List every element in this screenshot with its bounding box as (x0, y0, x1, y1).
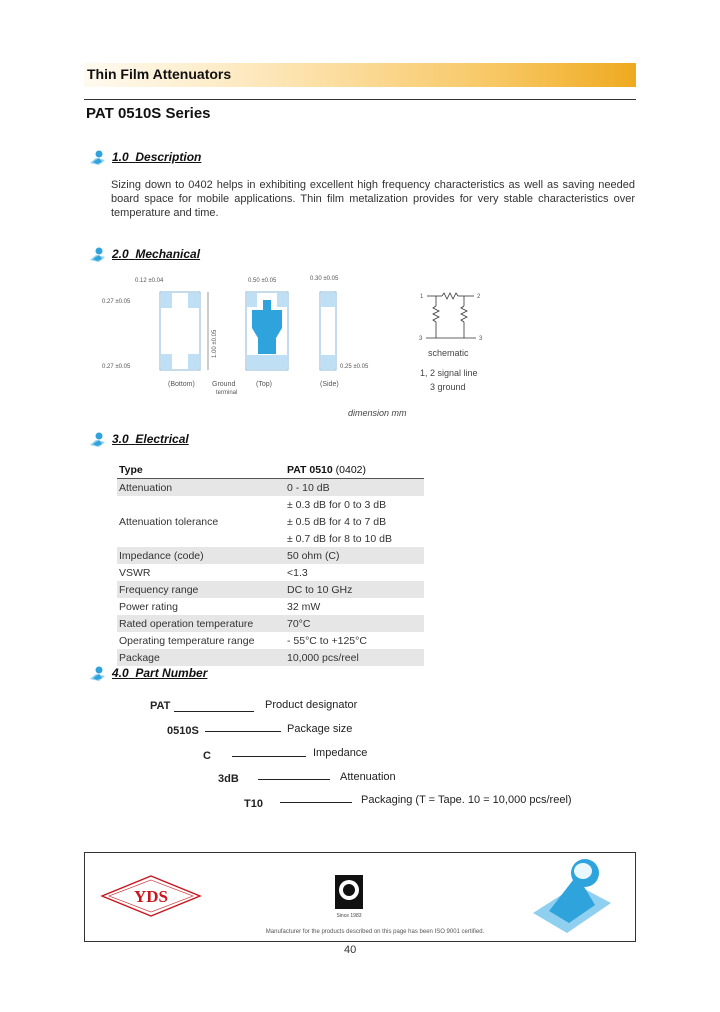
person-icon (88, 432, 106, 448)
header-model: PAT 0510 (0402) (285, 461, 424, 479)
pin-3b: 3 (479, 336, 483, 342)
legend-line2: 3 ground (430, 382, 466, 392)
section-electrical-heading: 3.0 Electrical (88, 432, 189, 448)
legend-line1: 1, 2 signal line (420, 368, 478, 378)
label-terminal: terminal (216, 390, 238, 396)
certification-seal-icon (329, 873, 369, 921)
pn-line (232, 756, 306, 757)
table-row: Attenuation 0 - 10 dB (117, 479, 424, 497)
pin-2: 2 (477, 294, 481, 300)
table-row: Power rating 32 mW (119, 600, 321, 613)
title-banner (84, 63, 636, 87)
description-text: Sizing down to 0402 helps in exhibiting excellent high frequency characteristics as well as saving needed board space for mobile applications. Thin film metalization provides for very stable characteristics over temperature and time. (111, 179, 635, 219)
dimension-unit: dimension mm (348, 408, 407, 418)
person-icon (88, 150, 106, 166)
pn-code-attenuation: 3dB (218, 773, 239, 785)
table-row: VSWR <1.3 (119, 566, 308, 579)
pn-code-packaging: T10 (244, 798, 263, 810)
mechanical-drawing (100, 270, 500, 420)
label-bottom: (Bottom) (168, 381, 195, 388)
dim-pad-lower: 0.27 ±0.05 (102, 364, 131, 370)
pn-desc-size: Package size (287, 723, 353, 735)
footer-note: Manufacturer for the products described on this page has been ISO 9001 certified. (265, 929, 485, 935)
pn-code-impedance: C (203, 750, 211, 762)
section-part-number-heading: 4.0 Part Number (88, 666, 207, 682)
person-icon (88, 247, 106, 263)
corner-person-logo (525, 855, 615, 937)
table-header (117, 461, 424, 479)
series-title: PAT 0510S Series (86, 105, 211, 122)
header-rule (84, 99, 636, 100)
schematic-label: schematic (428, 348, 469, 358)
yds-logo (99, 873, 203, 919)
pn-desc-impedance: Impedance (313, 747, 368, 759)
table-row: Frequency range DC to 10 GHz (117, 581, 424, 598)
pin-1: 1 (420, 294, 424, 300)
label-top: (Top) (256, 381, 272, 388)
table-row: Attenuation tolerance ± 0.5 dB for 4 to 7 dB (119, 515, 387, 528)
table-row: Operating temperature range - 55°C to +125°C (119, 634, 367, 647)
brand-text: YDS (133, 887, 169, 906)
side-view (320, 292, 336, 370)
dim-pad-upper: 0.27 ±0.05 (102, 299, 131, 305)
dim-body-width: 0.50 ±0.05 (248, 278, 277, 284)
dim-length: 1.00 ±0.05 (212, 329, 218, 358)
dim-side-height: 0.25 ±0.05 (340, 364, 369, 370)
table-row: ± 0.3 dB for 0 to 3 dB (287, 498, 387, 511)
pn-line (174, 711, 254, 712)
page-title: Thin Film Attenuators (87, 66, 232, 82)
label-side: (Side) (320, 381, 339, 388)
pn-line (280, 802, 352, 803)
pn-desc-packaging: Packaging (T = Tape. 10 = 10,000 pcs/reel) (361, 794, 572, 806)
pn-line (205, 731, 281, 732)
dim-side-width: 0.30 ±0.05 (310, 276, 339, 282)
electrical-table (117, 461, 424, 666)
bottom-view (160, 292, 208, 370)
section-description-heading: 1.0 Description (88, 150, 201, 166)
pn-code-size: 0510S (167, 725, 199, 737)
table-row: Impedance (code) 50 ohm (C) (117, 547, 424, 564)
top-view (246, 292, 288, 370)
section-mechanical-heading: 2.0 Mechanical (88, 247, 200, 263)
label-ground: Ground (212, 381, 236, 388)
table-row: Package 10,000 pcs/reel (117, 649, 424, 666)
footer-box (84, 852, 636, 942)
dim-top-width: 0.12 ±0.04 (135, 278, 164, 284)
seal-caption: Since 1983 (336, 913, 362, 919)
pn-code-pat: PAT (150, 700, 171, 712)
pn-line (258, 779, 330, 780)
page-number: 40 (344, 944, 357, 956)
table-row: Rated operation temperature 70°C (117, 615, 424, 632)
pn-desc-attenuation: Attenuation (340, 771, 396, 783)
person-icon (88, 666, 106, 682)
table-row: ± 0.7 dB for 8 to 10 dB (287, 532, 392, 545)
header-type: Type (117, 461, 285, 479)
schematic (426, 293, 476, 338)
pn-desc-pat: Product designator (265, 699, 358, 711)
pin-3a: 3 (419, 336, 423, 342)
